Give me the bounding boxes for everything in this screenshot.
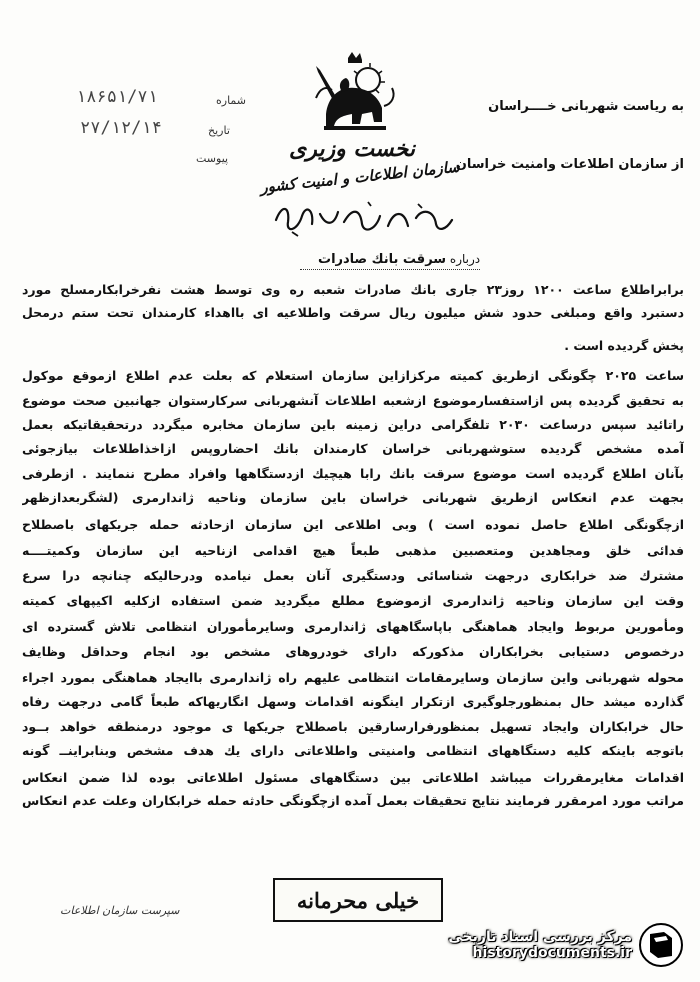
body-line: ساعت ۲۰۲۵ چگونگی ازطریق کمیته مرکزازاین سازمان استعلام که بعلت عدم اطلاع ازموقع موکول	[22, 368, 684, 383]
body-line: وقت این سازمان وناحیه ژاندارمری ازموضوع مطلع میگردید ضمن استفاده ازکلیه اکیپهای کمیته	[22, 593, 684, 608]
subject-value: سرقت بانك صادرات	[318, 252, 447, 267]
signature-line: سپرست سازمان اطلاعات	[60, 904, 180, 917]
body-line: مراتب مورد امرمقرر فرمایند نتایج تحقیقات بعمل آمده ازچگونگی حادثه حمله خرابکاران وعلت عدم انعکاس	[22, 793, 684, 808]
body-line: فدائی خلق ومجاهدین ومتعصبین مذهبی طبعاً هیچ اقدامی ازناحیه این سازمان وکمیتــــه	[22, 543, 684, 558]
subject-label: درباره	[449, 252, 481, 266]
watermark-url: historydocuments.ir	[472, 945, 632, 961]
to-line: به ریاست شهربانی خــــراسان	[488, 99, 684, 114]
from-line: از سازمان اطلاعات وامنیت خراسان	[455, 157, 684, 172]
body-line: مشترك ضد خرابکاری درجهت شناسائی ودستگیری آنان بعمل نیامده ودرحالیکه چنانچه درا سرع	[22, 568, 684, 583]
body-line: محوله شهربانی واین سازمان وسایرمقامات انتظامی علیهم راه ژاندارمری باایجاد هماهنگی بمورد اجراء	[22, 670, 684, 685]
body-line: به تحقیق گردیده پس ازاستفسارموضوع ازشعبه اطلاعات آنشهربانی سرکارستوان جهانبین صحت موضوع	[22, 393, 684, 408]
stamp-text: خیلی محرمانه	[296, 887, 420, 913]
body-line: باتوجه باینکه کلیه دستگاههای انتظامی وامنیتی واطلاعاتی دارای یك هدف مشخص وبنابراینــ گونه	[22, 743, 684, 758]
attachment-label: پیوست	[196, 152, 229, 165]
archive-logo-icon	[638, 922, 684, 968]
body-line: گذارده میشد حال بمنظورجلوگیری ازتکرار اینگونه اقدامات وسهل انگاریهاکه طبعاً گامی درجهت رفاه	[22, 694, 684, 709]
classification-stamp	[273, 878, 443, 922]
body-line: پخش گردیده است .	[564, 338, 684, 353]
number-value: ۱۸۶۵۱/۷۱	[76, 87, 158, 107]
body-line: ازچگونگی اطلاع حاصل نموده است ) وبی اطلاعی این سازمان ازحادثه حمله جریکهای باصطلاح	[22, 517, 684, 532]
ministry-title: نخست وزیری	[289, 136, 415, 162]
watermark-title: مرکز بررسی اسناد تاریخی	[448, 929, 632, 945]
body-line: ومأمورین مربوط وایجاد هماهنگی باپاسگاههای ژاندارمری وسایرمأموران انتظامی تلاش گسترده ای	[22, 619, 684, 634]
body-line: بآنان اطلاع گردیده است موضوع سرقت بانك رابا هیچیك ازدستگاهها وافراد مطرح ننمایند . ازطرفی	[22, 466, 684, 481]
body-line: اقدامات مغایرمقررات میباشد اطلاعاتی بین دستگاههای مسئول اطلاعاتی بوده لذا ضمن انعکاس	[22, 770, 684, 785]
handwritten-scribble-icon	[268, 196, 458, 240]
body-line: حال خرابکاران وایجاد تسهیل بمنظورفرارسارقین باصطلاح جریکها ی موجود درمنطقه خواهد بــود	[22, 719, 684, 734]
subject-divider	[300, 269, 480, 270]
date-label: تاریخ	[208, 124, 230, 137]
watermark-text	[448, 929, 632, 961]
body-line: آمده مشخص گردیده ستوشهربانی خراسان کارمندان بانك احضاروپس ازاخذاطلاعات بیازجوئی	[22, 441, 684, 456]
body-line: راتائید سپس درساعت ۲۰۳۰ تلفگرامی دراین زمینه باین سازمان مخابره میگردد درتحقیقاتیکه بعمل	[22, 417, 684, 432]
lion-and-sun-emblem-icon	[312, 52, 398, 132]
date-value: ۲۷/۱۲/۱۴	[80, 118, 162, 138]
body-line: دستبرد واقع ومبلغی حدود شش میلیون ریال سرقت واطلاعیه ای بااهداء کارمندان تحت ستم درمحل	[22, 305, 684, 320]
body-line: درخصوص دستیابی بخرابکاران مذکورکه دارای خودروهای مشخص بود انجام وحداقل وظایف	[22, 644, 684, 659]
body-line: بجهت عدم انعکاس ازطریق شهربانی خراسان باین سازمان وناحیه ژاندارمری (لشگربعدازظهر	[22, 490, 684, 505]
organization-title: سازمان اطلاعات و امنیت کشور	[259, 157, 461, 197]
body-line: برابراطلاع ساعت ۱۲۰۰ روز۲۳ جاری بانك صادرات شعبه ره وی توسط هشت نفرخرابکارمسلح مورد	[22, 282, 684, 297]
subject-line	[318, 252, 480, 267]
number-label: شماره	[216, 94, 247, 107]
watermark	[448, 922, 684, 968]
